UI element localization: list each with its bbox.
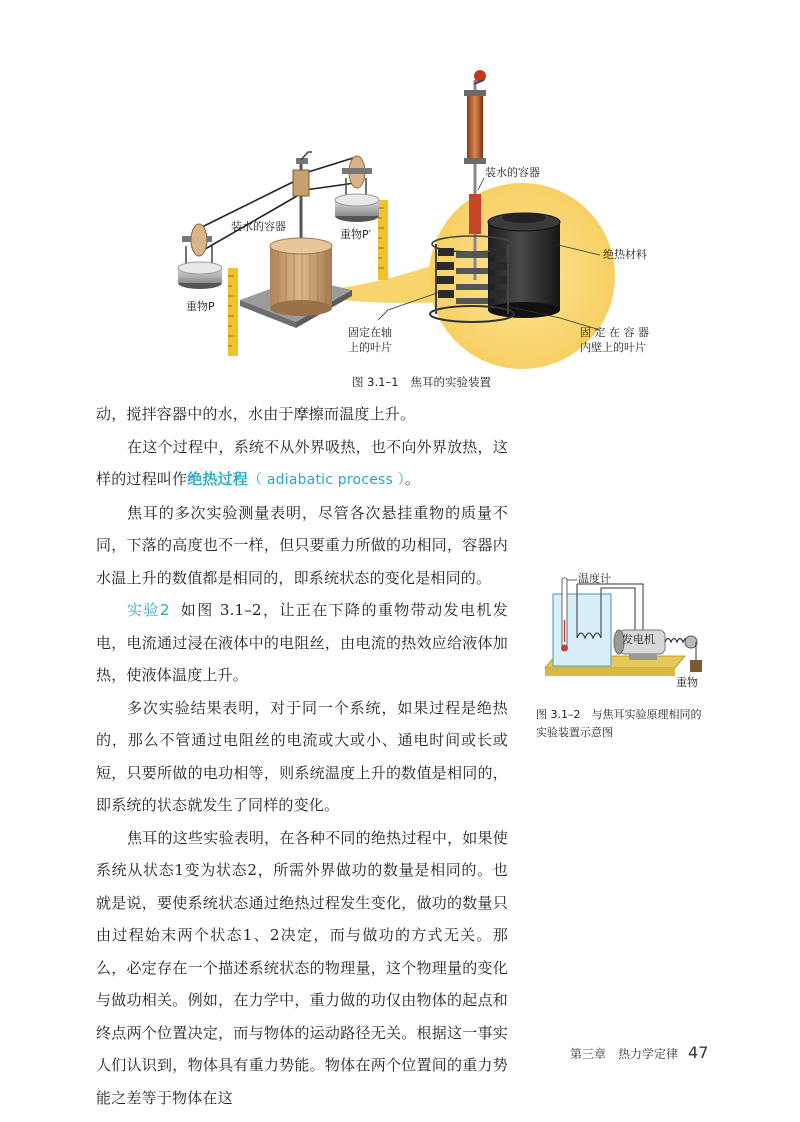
label-paddle-line2: 上的叶片 [348,341,392,354]
label-weight-p-prime: 重物P′ [340,228,372,241]
figure1-caption [352,374,491,390]
paragraph-4-text: 如图 3.1–2，让正在下降的重物带动发电机发电，电流通过浸在液体中的电阻丝，由电流的热效应给液体加热，使液体温度上升。 [96,601,508,684]
label-thermometer: 温度计 [578,572,611,585]
paragraph-5: 多次实验结果表明，对于同一个系统，如果过程是绝热的，那么不管通过电阻丝的电流或大或小、通电时间或长或短，只要所做的电功相等，则系统温度上升的数值是相同的，即系统的状态就发生了同样的变化。 [96,698,508,814]
figure1-caption-number: 图 3.1–1 [352,375,399,389]
experiment-2-label: 实验2 [127,601,170,619]
page-footer [570,1043,708,1062]
paragraph-2-end: 。 [404,470,421,488]
label-weight: 重物 [676,676,698,689]
figure1-caption-text: 焦耳的实验装置 [410,375,492,389]
paragraph-3: 焦耳的多次实验测量表明，尽管各次悬挂重物的质量不同，下落的高度也不一样，但只要重力所做的功相同，容器内水温上升的数值都是相同的，即系统状态的变化是相同的。 [96,503,508,587]
label-wall-vane-line2: 内壁上的叶片 [580,341,646,354]
paragraph-4 [96,594,508,692]
wooden-container [270,238,332,316]
generator-experiment-figure [525,568,735,688]
figure2-caption-line1: 图 3.1–2 与焦耳实验原理相同的 [536,708,702,721]
label-weight-p: 重物P [186,300,215,313]
body-text [96,398,508,1114]
label-wall-vane-line1: 固 定 在 容 器 [580,326,649,339]
term-adiabatic-process: 绝热过程 [187,470,249,488]
paragraph-1: 动，搅拌容器中的水，水由于摩擦而温度上升。 [96,405,416,423]
pulley-right [342,156,372,198]
weight-p [178,262,222,289]
term-adiabatic-process-en: （ adiabatic process ） [248,472,405,488]
weight-p-prime [335,194,379,222]
paragraph-2-text: 在这个过程中，系统不从外界吸热，也不向外界放热，这样的过程叫作 [96,437,508,488]
figure2-caption-line2: 实验装置示意图 [536,726,613,739]
joule-apparatus-figure [0,0,800,400]
label-paddle-line1: 固定在轴 [348,326,392,339]
footer-chapter: 第三章 热力学定律 [570,1047,679,1061]
pulley-left [182,224,212,266]
label-water-container-top: 装水的容器 [485,166,540,179]
label-insulation: 绝热材料 [603,248,647,261]
label-water-container-left: 装水的容器 [231,220,286,233]
strings [200,158,355,252]
paragraph-6: 焦耳的这些实验表明，在各种不同的绝热过程中，如果使系统从状态1变为状态2，所需外界做功的数量是相同的。也就是说，要使系统状态通过绝热过程发生变化，做功的数量只由过程始末两个状态1、2决定，而与做功的方式无关。那么，必定存在一个描述系统状态的物理量，这个物理量的变化与做功相关。例如，在力学中，重力做的功仅由物体的起点和终点两个位置决定，而与物体的运动路径无关。根据这一事实人们认识到，物体具有重力势能。物体在两个位置间的重力势能之差等于物体在这 [96,828,508,1107]
central-axle [293,152,312,240]
label-generator: 发电机 [622,633,655,646]
ruler-right [378,200,388,280]
ruler-left [228,268,238,356]
page-number: 47 [688,1043,709,1062]
paragraph-2 [96,431,508,497]
